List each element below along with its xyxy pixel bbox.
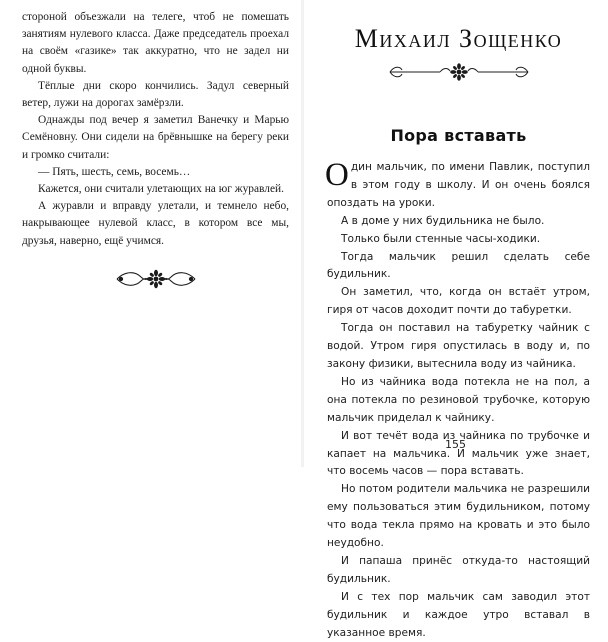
left-paragraph: Тёплые дни скоро кончились. Задул северный ветер, лужи на дорогах замёрзли. — [22, 79, 289, 110]
story-paragraph: Но из чайника вода потекла не на пол, а она потекла по резиновой трубочке, которую мальчик приделал к чайнику. — [327, 375, 590, 424]
drop-cap: О — [325, 157, 349, 193]
first-paragraph-text: дин мальчик, по имени Павлик, поступил в этом году в школу. И он очень боялся опоздать на уроки. — [327, 161, 590, 209]
left-paragraph: Кажется, они считали улетающих на юг журавлей. — [38, 183, 284, 196]
left-paragraph: Однажды под вечер я заметил Ванечку и Марью Семёновну. Они сидели на брёвнышке на берегу реки и громко считали: — [22, 114, 289, 161]
right-page — [303, 0, 608, 639]
story-first-paragraph — [327, 159, 590, 213]
flourish-ornament-icon — [384, 62, 534, 82]
story-paragraph: Но потом родители мальчика не разрешили ему пользоваться этим будильником, потому что вода текла прямо на кровать и это было неудобно. — [327, 483, 590, 550]
story-paragraph: А в доме у них будильника не было. — [341, 214, 545, 227]
story-paragraph: И вот течёт вода из чайника по трубочке и капает на мальчика. И мальчик уже знает, что восемь часов — пора вставать. — [327, 429, 590, 478]
story-paragraph: Только были стенные часы-ходики. — [341, 232, 541, 245]
story-paragraph: Тогда мальчик решил сделать себе будильник. — [327, 250, 590, 281]
left-paragraph: — Пять, шесть, семь, восемь… — [38, 165, 191, 178]
story-paragraph: Тогда он поставил на табуретку чайник с водой. Утром гиря опустилась в воду и, по закону физики, вытеснила воду из чайника. — [327, 322, 590, 370]
left-paragraph: стороной объезжали на телеге, чтоб не помешать занятиям нулевого класса. Даже председатель проехал на своём «газике» так аккуратно, что не задел ни одной буквы. — [22, 11, 289, 75]
story-title: Пора вставать — [390, 126, 527, 145]
flourish-ornament-right — [327, 62, 590, 82]
page-number: 155 — [445, 438, 466, 451]
story-paragraph: И папаша принёс откуда-то настоящий будильник. — [327, 554, 590, 585]
author-name: Михаил Зощенко — [354, 24, 563, 53]
left-page — [0, 0, 303, 467]
story-paragraph: Он заметил, что, когда он встаёт утром, гиря от часов доходит почти до табуретки. — [327, 286, 590, 317]
story-text — [327, 159, 590, 642]
left-paragraph: А журавли и вправду улетали, и темнело небо, накрывающее нулевой класс, в котором все мы, друзья, наверно, ещё учимся. — [22, 200, 289, 247]
story-paragraphs — [327, 213, 590, 642]
left-page-text — [22, 9, 289, 250]
flourish-ornament-icon — [111, 268, 201, 290]
flourish-ornament-left — [22, 268, 289, 290]
story-paragraph: И с тех пор мальчик сам заводил этот будильник и каждое утро вставал в указанное время. — [327, 590, 590, 639]
